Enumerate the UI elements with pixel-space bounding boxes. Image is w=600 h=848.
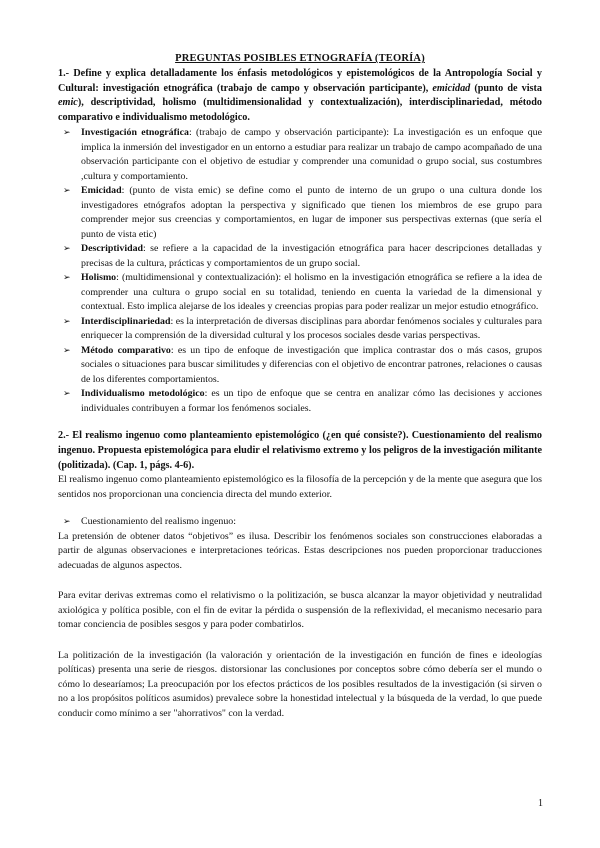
list-item [81, 387, 542, 416]
list-item-term: Investigación etnográfica [81, 127, 189, 139]
document-title: PREGUNTAS POSIBLES ETNOGRAFÍA (TEORÍA) [175, 53, 425, 64]
list-item [81, 126, 542, 184]
paragraph: La pretensión de obtener datos “objetivos” es ilusa. Describir los fenómenos sociales son construcciones elaboradas a partir de algunas observaciones e interpretaciones teóricas. Estas descripciones nos pueden proporcionar traducciones adecuadas de algunos aspectos. [58, 530, 542, 571]
list-item-text: : se refiere a la capacidad de la investigación etnográfica para hacer descripciones detalladas y precisas de la cultura, prácticas y comportamientos de un grupo social. [81, 243, 542, 269]
paragraph: Para evitar derivas extremas como el relativismo o la politización, se busca alcanzar la mayor objetividad y neutralidad axiológica y política posible, con el fin de evitar la pérdida o suspensión de la reflexividad, el mecanismo necesario para tomar conciencia de posibles sesgos y para poder combatirlos. [58, 590, 542, 631]
question-2: 2.- El realismo ingenuo como planteamiento epistemológico (¿en qué consiste?). Cuestionamiento del realismo ingenuo. Propuesta epistemológica para eludir el relativismo extremo y los peligros de la investigación militante (politizada). (Cap. 1, págs. 4-6). [58, 430, 542, 471]
list-item [81, 184, 542, 242]
question-1-emic: emic [58, 97, 78, 109]
question-1-text2: (punto de vista [470, 82, 542, 94]
page-number: 1 [538, 798, 543, 809]
question-1-text: 1.- Define y explica detalladamente los énfasis metodológicos y epistemológicos de la Antropología Social y Cultural: investigación etnográfica (trabajo de campo y observación participante), [58, 68, 542, 94]
list-item-term: Interdisciplinariedad [81, 315, 171, 327]
list-item [81, 344, 542, 388]
list-item [81, 271, 542, 315]
question-1 [58, 67, 542, 125]
list-item-text: : (trabajo de campo y observación participante): La investigación es un enfoque que implica la inmersión del investigador en un entorno a estudiar para realizar un trabajo de campo acompañado de una observación participante con el objetivo de estudiar y comprender una comunidad o grupo social, sus costumbres ,cultura y comportamiento. [81, 127, 542, 182]
list-item-text: : es un tipo de enfoque de investigación que implica contrastar dos o más casos, grupos sociales o situaciones para buscar similitudes y diferencias con el objetivo de encontrar patrones, relaciones o causas de los diferentes comportamientos. [81, 344, 543, 385]
list-item-text: : es un tipo de enfoque que se centra en analizar cómo las decisiones y acciones individuales contribuyen a formar los fenómenos sociales. [81, 388, 542, 414]
list-item [81, 242, 542, 271]
question-2-answer: El realismo ingenuo como planteamiento epistemológico es la filosofía de la percepción y de la mente que asegura que los sentidos nos proporcionan una conciencia directa del mundo exterior. [58, 474, 542, 500]
sub-heading: ➢ Cuestionamiento del realismo ingenuo: [58, 515, 542, 530]
document-page [58, 52, 542, 721]
list-item-text: : (multidimensional y contextualización): el holismo en la investigación etnográfica se refiere a la idea de comprender una cultura o grupo social en su totalidad, teniendo en cuenta la variedad de la dimensional y contextual. Esto implica alejarse de los ideales y creencias propias para poder realizar un mejor estudio etnográfico. [81, 272, 542, 313]
list-item-text: : es la interpretación de diversas disciplinas para abordar fenómenos sociales y culturales para enriquecer la comprensión de la diversidad cultural y los procesos sociales desde varias perspectivas. [81, 315, 542, 342]
question-1-text3: ), descriptividad, holismo (multidimensionalidad y contextualización), interdisciplinariedad, método comparativo e individualismo metodológico. [58, 97, 542, 123]
list-item-text: : (punto de vista emic) se define como el punto de interno de un grupo o una cultura donde los investigadores etnógrafos adoptan la perspectiva y significado que tienen los miembros de ese grupo para comprender mejor sus creencias y comportamientos, en lugar de imponer sus perspectivas externas (que sería el punto de vista etic) [81, 185, 542, 240]
concept-list [58, 126, 542, 416]
list-item-term: Descriptividad [81, 243, 143, 255]
paragraph: La politización de la investigación (la valoración y orientación de la investigación en función de fines e ideologías políticas) presenta una serie de riesgos. distorsionar las conclusiones por conceptos sobre cómo debería ser el mundo o cómo lo desearíamos; La preocupación por los efectos prácticos de los posibles resultados de la investigación (si sirven o no a los propósitos políticos asumidos) prevalece sobre la honestidad intelectual y la búsqueda de la verdad, lo que puede conducir como mínimo a ser "ahorrativos" con la verdad. [58, 649, 542, 719]
list-item-term: Holismo [81, 272, 117, 284]
question-1-emicidad: emicidad [432, 82, 471, 94]
list-item-term: Método comparativo [81, 344, 171, 356]
list-item [81, 315, 542, 344]
list-item-term: Individualismo metodológico [81, 388, 205, 400]
list-item-term: Emicidad [81, 185, 122, 197]
